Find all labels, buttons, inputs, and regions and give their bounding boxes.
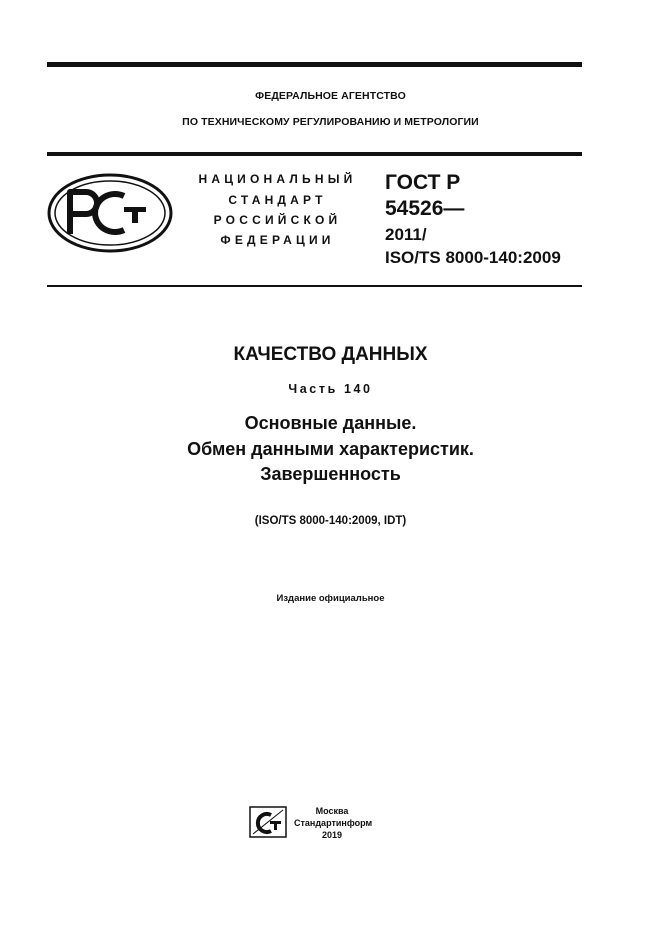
publisher-city: Москва [315, 806, 349, 816]
gost-designation-line-4: ISO/TS 8000-140:2009 [385, 248, 561, 267]
publisher-name: Стандартинформ [294, 818, 373, 828]
national-standard-line-1: НАЦИОНАЛЬНЫЙ [198, 172, 357, 186]
agency-line-1: ФЕДЕРАЛЬНОЕ АГЕНТСТВО [255, 90, 406, 102]
edition-label: Издание официальное [276, 593, 385, 604]
document-title: КАЧЕСТВО ДАННЫХ [233, 344, 428, 365]
publication-year: 2019 [321, 830, 343, 840]
iso-reference: (ISO/TS 8000-140:2009, IDT) [254, 515, 407, 527]
subtitle-line-1: Основные данные. [244, 413, 417, 433]
gost-designation-line-1: ГОСТ Р [385, 171, 461, 194]
standartinform-logo-icon [249, 806, 287, 838]
gost-designation-line-3: 2011/ [385, 225, 427, 244]
standard-block-rule [47, 285, 582, 287]
part-number: Часть 140 [288, 382, 373, 396]
header-rule [47, 152, 582, 156]
subtitle-line-3: Завершенность [260, 464, 401, 484]
agency-line-2: ПО ТЕХНИЧЕСКОМУ РЕГУЛИРОВАНИЮ И МЕТРОЛОГИИ [182, 116, 479, 128]
national-standard-line-3: РОССИЙСКОЙ [213, 213, 342, 227]
national-standard-line-4: ФЕДЕРАЦИИ [220, 233, 335, 247]
top-rule [47, 62, 582, 67]
national-standard-line-2: СТАНДАРТ [228, 193, 327, 207]
rst-conformity-mark-icon [46, 172, 174, 254]
gost-designation-line-2: 54526— [385, 197, 465, 220]
subtitle-line-2: Обмен данными характеристик. [187, 439, 474, 459]
